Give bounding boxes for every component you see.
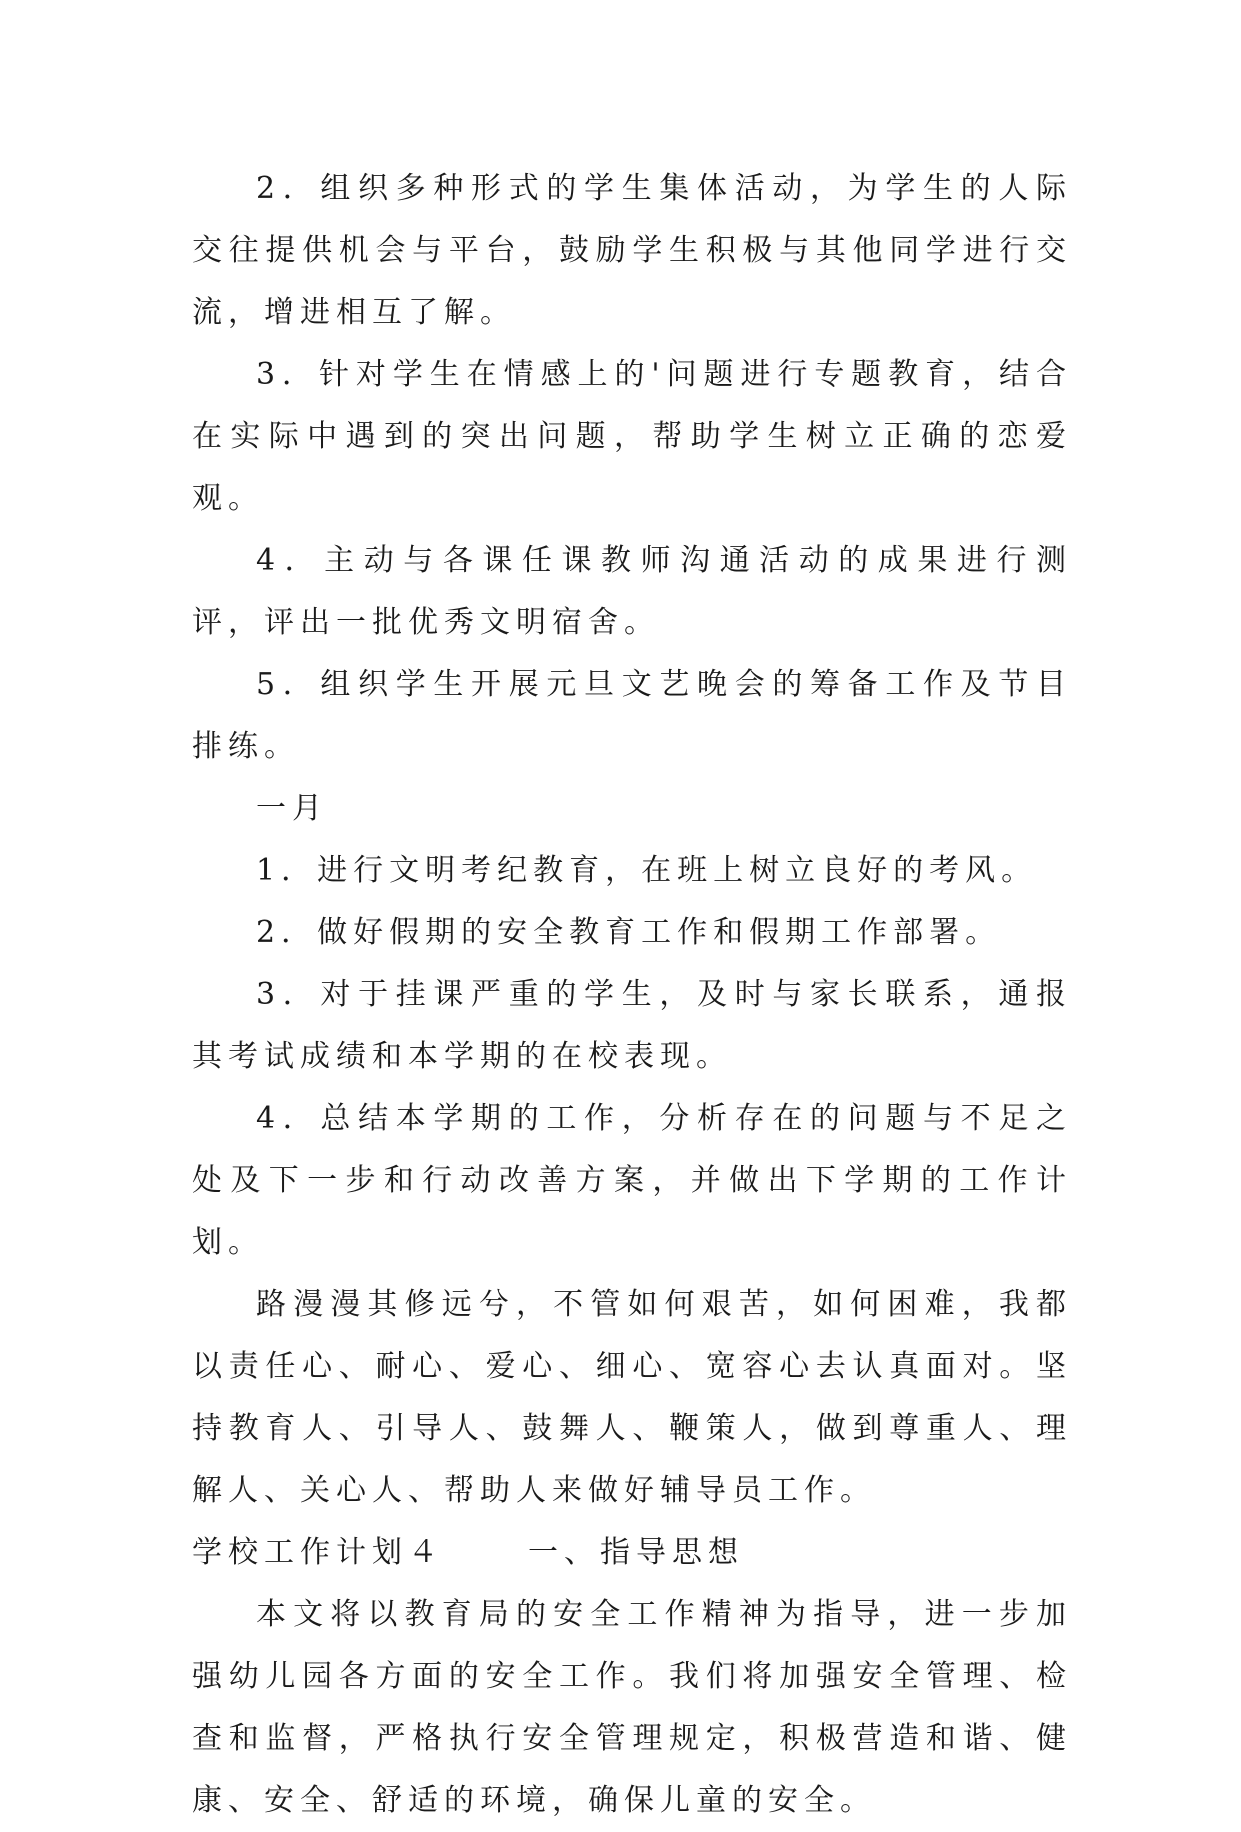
section-title: 学校工作计划４ (192, 1535, 444, 1570)
section-heading-line (192, 1522, 1072, 1584)
month-heading: 一月 (256, 791, 328, 826)
paragraph: 2．组织多种形式的学生集体活动，为学生的人际交往提供机会与平台，鼓励学生积极与其他同学进行交流，增进相互了解。 (192, 171, 1072, 330)
paragraph: 5．组织学生开展元旦文艺晚会的筹备工作及节目排练。 (192, 667, 1072, 764)
section-paragraph: 本文将以教育局的安全工作精神为指导，进一步加强幼儿园各方面的安全工作。我们将加强安全管理、检查和监督，严格执行安全管理规定，积极营造和谐、健康、安全、舒适的环境，确保儿童的安全。 (192, 1597, 1072, 1818)
paragraph: 1．进行文明考纪教育，在班上树立良好的考风。 (256, 853, 1038, 888)
paragraph: 4．总结本学期的工作，分析存在的问题与不足之处及下一步和行动改善方案，并做出下学期的工作计划。 (192, 1101, 1072, 1260)
paragraph: 3．对于挂课严重的学生，及时与家长联系，通报其考试成绩和本学期的在校表现。 (192, 977, 1072, 1074)
document-body (192, 158, 1072, 1832)
closing-paragraph: 路漫漫其修远兮，不管如何艰苦，如何困难，我都以责任心、耐心、爱心、细心、宽容心去认真面对。坚持教育人、引导人、鼓舞人、鞭策人，做到尊重人、理解人、关心人、帮助人来做好辅导员工作。 (192, 1287, 1072, 1508)
paragraph: 4．主动与各课任课教师沟通活动的成果进行测评，评出一批优秀文明宿舍。 (192, 543, 1072, 640)
paragraph: 3．针对学生在情感上的'问题进行专题教育，结合在实际中遇到的突出问题，帮助学生树立正确的恋爱观。 (192, 357, 1072, 516)
section-subheading: 一、指导思想 (528, 1535, 744, 1570)
paragraph: 2．做好假期的安全教育工作和假期工作部署。 (256, 915, 1002, 950)
